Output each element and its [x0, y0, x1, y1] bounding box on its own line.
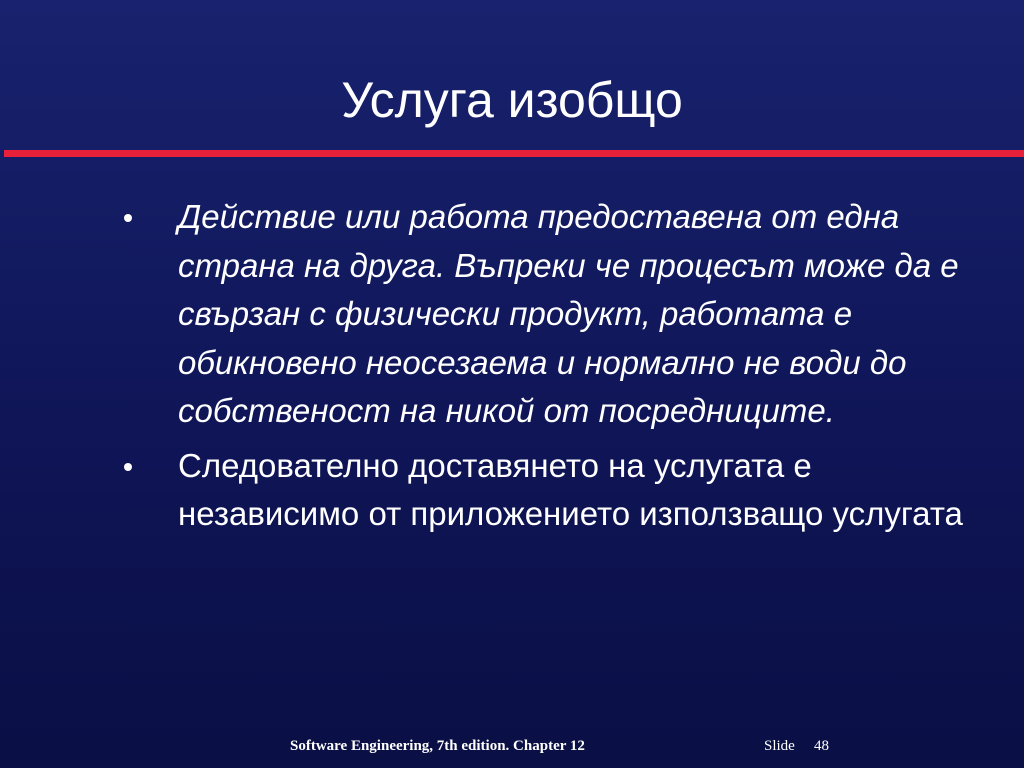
bullet-item: [120, 193, 990, 436]
footer-book-title: Software Engineering, 7th edition. Chapter 12: [290, 738, 585, 754]
title-divider: [4, 150, 1024, 157]
slide-footer: [0, 738, 1024, 762]
footer-slide-number: 48: [814, 738, 829, 754]
bullet-dot-icon: [124, 214, 132, 222]
bullet-item: [120, 442, 990, 539]
bullet-text: Действие или работа предоставена от една страна на друга. Въпреки че процесът може да е свързан с физически продукт, работата е обикновено неосезаема и нормално не води до собственост на никой от посредниците.: [178, 198, 959, 429]
bullet-dot-icon: [124, 463, 132, 471]
footer-slide-label: Slide: [764, 738, 795, 754]
slide-title: Услуга изобщо: [341, 72, 683, 128]
bullet-text: Следователно доставянето на услугата е независимо от приложението използващо услугата: [178, 446, 963, 532]
bullet-list: [120, 193, 990, 545]
